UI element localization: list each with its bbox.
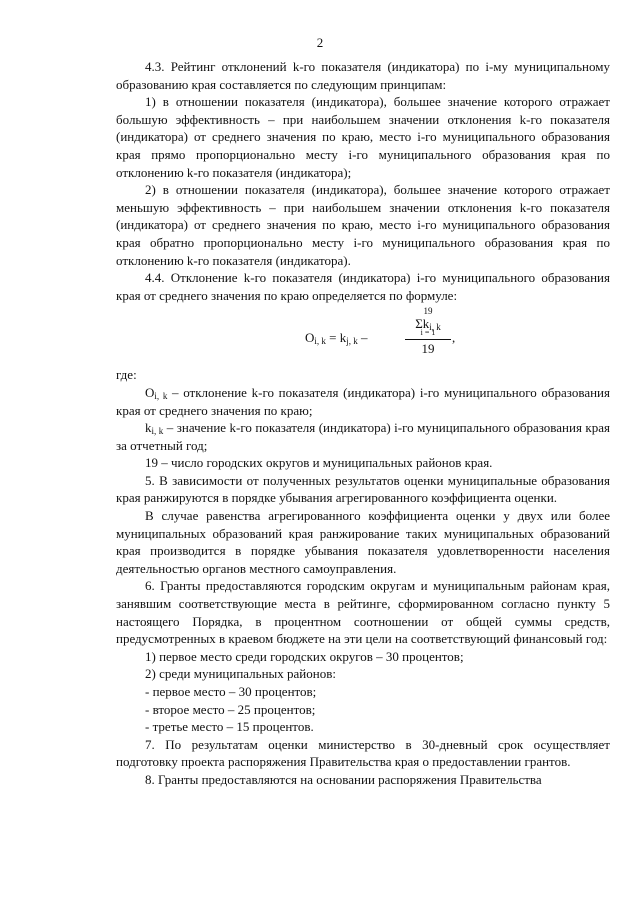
page-number: 2 <box>316 35 324 50</box>
list-item-second-place: - второе место – 25 процентов; <box>145 701 316 717</box>
formula-comma: , <box>452 330 456 346</box>
sum-lower-limit: i = 1 <box>420 328 436 338</box>
paragraph-8: 8. Гранты предоставляются на основании распоряжения Правительства <box>145 771 542 787</box>
definition-deviation: $O_{i, k}$ – отклонение k-го показателя (индикатора) i-го муниципального образования края от среднего значения по краю; <box>116 384 610 418</box>
paragraph-6: 6. Гранты предоставляются городским округам и муниципальным районам края, занявшим соответствующие места в рейтинге, сформированном согласно пункту 5 настоящего Порядка, в процентном соотношении от общей суммы средств, предусмотренных в краевом бюджете на эти цели на соответствующий финансовый год: <box>116 578 610 647</box>
paragraph-tie-rule: В случае равенства агрегированного коэффициента оценки у двух или более муниципальных образований края ранжирование таких муниципальных образований края производится в порядке убывания показателя удовлетворенности населения деятельностью органов местного самоуправления. <box>116 508 610 576</box>
list-item-first-place-districts: 1) первое место среди городских округов – 30 процентов; <box>145 648 464 664</box>
formula-lhs: $O_{i, k} = k_{j, k}$ – <box>305 330 368 347</box>
definition-count: 19 – число городских округов и муниципальных районов края. <box>145 455 493 471</box>
paragraph-4-4: 4.4. Отклонение k-го показателя (индикатора) i-го муниципального образования края от среднего значения по краю определяется по формуле: <box>116 270 610 303</box>
paragraph-principle-1: 1) в отношении показателя (индикатора), большее значение которого отражает большую эффективность – при наибольшем значении отклонения k-го показателя (индикатора) от среднего значения по краю, место i-го муниципального образования края прямо пропорционально месту i-го муниципального образования края по отклонению k-го показателя (индикатора); <box>116 94 610 180</box>
paragraph-5: 5. В зависимости от полученных результатов оценки муниципальные образования края ранжируются в порядке убывания агрегированного коэффициента оценки. <box>116 472 610 506</box>
formula-fraction <box>405 306 451 357</box>
definition-value: $k_{i, k}$ – значение k-го показателя (индикатора) i-го муниципального образования края за отчетный год; <box>116 420 610 453</box>
paragraph-7: 7. По результатам оценки министерство в 30-дневный срок осуществляет подготовку проекта распоряжения Правительства края о предоставлении грантов. <box>116 736 610 770</box>
paragraph-principle-2: 2) в отношении показателя (индикатора), большее значение которого отражает меньшую эффективность – при наибольшем значении отклонения k-го показателя (индикатора) от среднего значения по краю, место i-го муниципального образования края обратно пропорционально месту i-го муниципального образования края по отклонению k-го показателя (индикатора). <box>116 182 610 268</box>
document-body <box>116 58 610 789</box>
fraction-denominator: 19 <box>421 341 435 357</box>
fraction-bar <box>405 339 451 340</box>
list-item-municipal-districts: 2) среди муниципальных районов: <box>145 666 336 682</box>
deviation-formula <box>116 304 610 366</box>
fraction-numerator: $\Sigma k_{i, k}$ <box>415 316 441 333</box>
paragraph-4-3: 4.3. Рейтинг отклонений k-го показателя (индикатора) по i-му муниципальному образованию края составляется по следующим принципам: <box>116 59 610 92</box>
list-item-first-place: - первое место – 30 процентов; <box>145 684 317 699</box>
where-label: где: <box>116 367 137 383</box>
sum-upper-limit: 19 <box>423 306 433 317</box>
list-item-third-place: - третье место – 15 процентов. <box>145 719 314 735</box>
